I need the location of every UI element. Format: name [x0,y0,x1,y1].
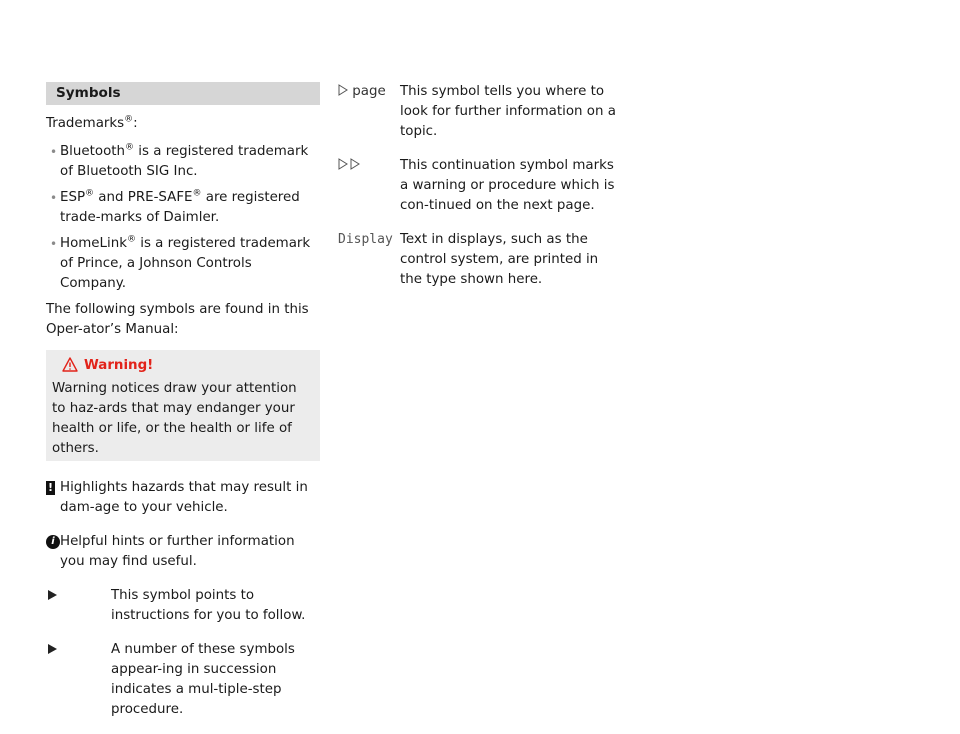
warning-title: Warning! [52,356,310,376]
symbol-row-display [338,230,622,290]
warning-box [46,350,320,461]
bullet-icon: • [50,191,58,205]
symbol-row-continuation [338,156,622,216]
symbol-description: A number of these symbols appear-ing in succession indicates a mul-tiple-step procedure. [111,642,295,717]
trademark-item-homelink: • HomeLink® is a registered trademark of Prince, a Johnson Controls Company. [50,234,311,291]
page-label: page [352,84,386,99]
trademark-item-esp: • ESP® and PRE-SAFE® are registered trade-marks of Daimler. [50,188,300,225]
symbol-description: Text in displays, such as the control system, are printed in the type shown here. [400,232,599,287]
left-column [46,82,320,734]
trademark-item-bluetooth: • Bluetooth® is a registered trademark of Bluetooth SIG Inc. [50,142,309,179]
trademarks-heading: Trademarks®: [46,114,138,131]
bullet-icon: • [50,237,58,251]
symbol-row-instructions [46,586,320,626]
hint-note: i Helpful hints or further information you may find useful. [46,532,320,572]
hazard-note: ! Highlights hazards that may result in dam-age to your vehicle. [47,480,308,515]
exclamation-icon: ! [47,481,54,494]
display-label: Display [338,232,393,247]
symbol-description: This symbol points to instructions for you to follow. [111,588,306,623]
bullet-icon: • [50,145,58,159]
page-symbol [338,82,400,142]
continuation-symbol [338,156,400,216]
arrow-right-solid-icon [48,590,57,600]
symbol-row-page [338,82,622,142]
symbol-row-multistep [46,640,320,720]
warning-text: Warning notices draw your attention to haz-ards that may endanger your health or life, or the health or life of others. [52,381,297,456]
info-icon: i [46,535,60,549]
symbol-description: This symbol tells you where to look for further information on a topic. [400,84,616,139]
symbol-description: This continuation symbol marks a warning or procedure which is con-tinued on the next page. [400,158,615,213]
double-arrow-outline-icon [338,158,362,170]
arrow-right-outline-icon [338,84,348,96]
warning-triangle-icon [62,357,78,372]
arrow-right-solid-icon [48,644,57,654]
section-title: Symbols [46,82,320,105]
intro-text: The following symbols are found in this Oper-ator’s Manual: [46,302,309,337]
right-column [338,82,622,304]
